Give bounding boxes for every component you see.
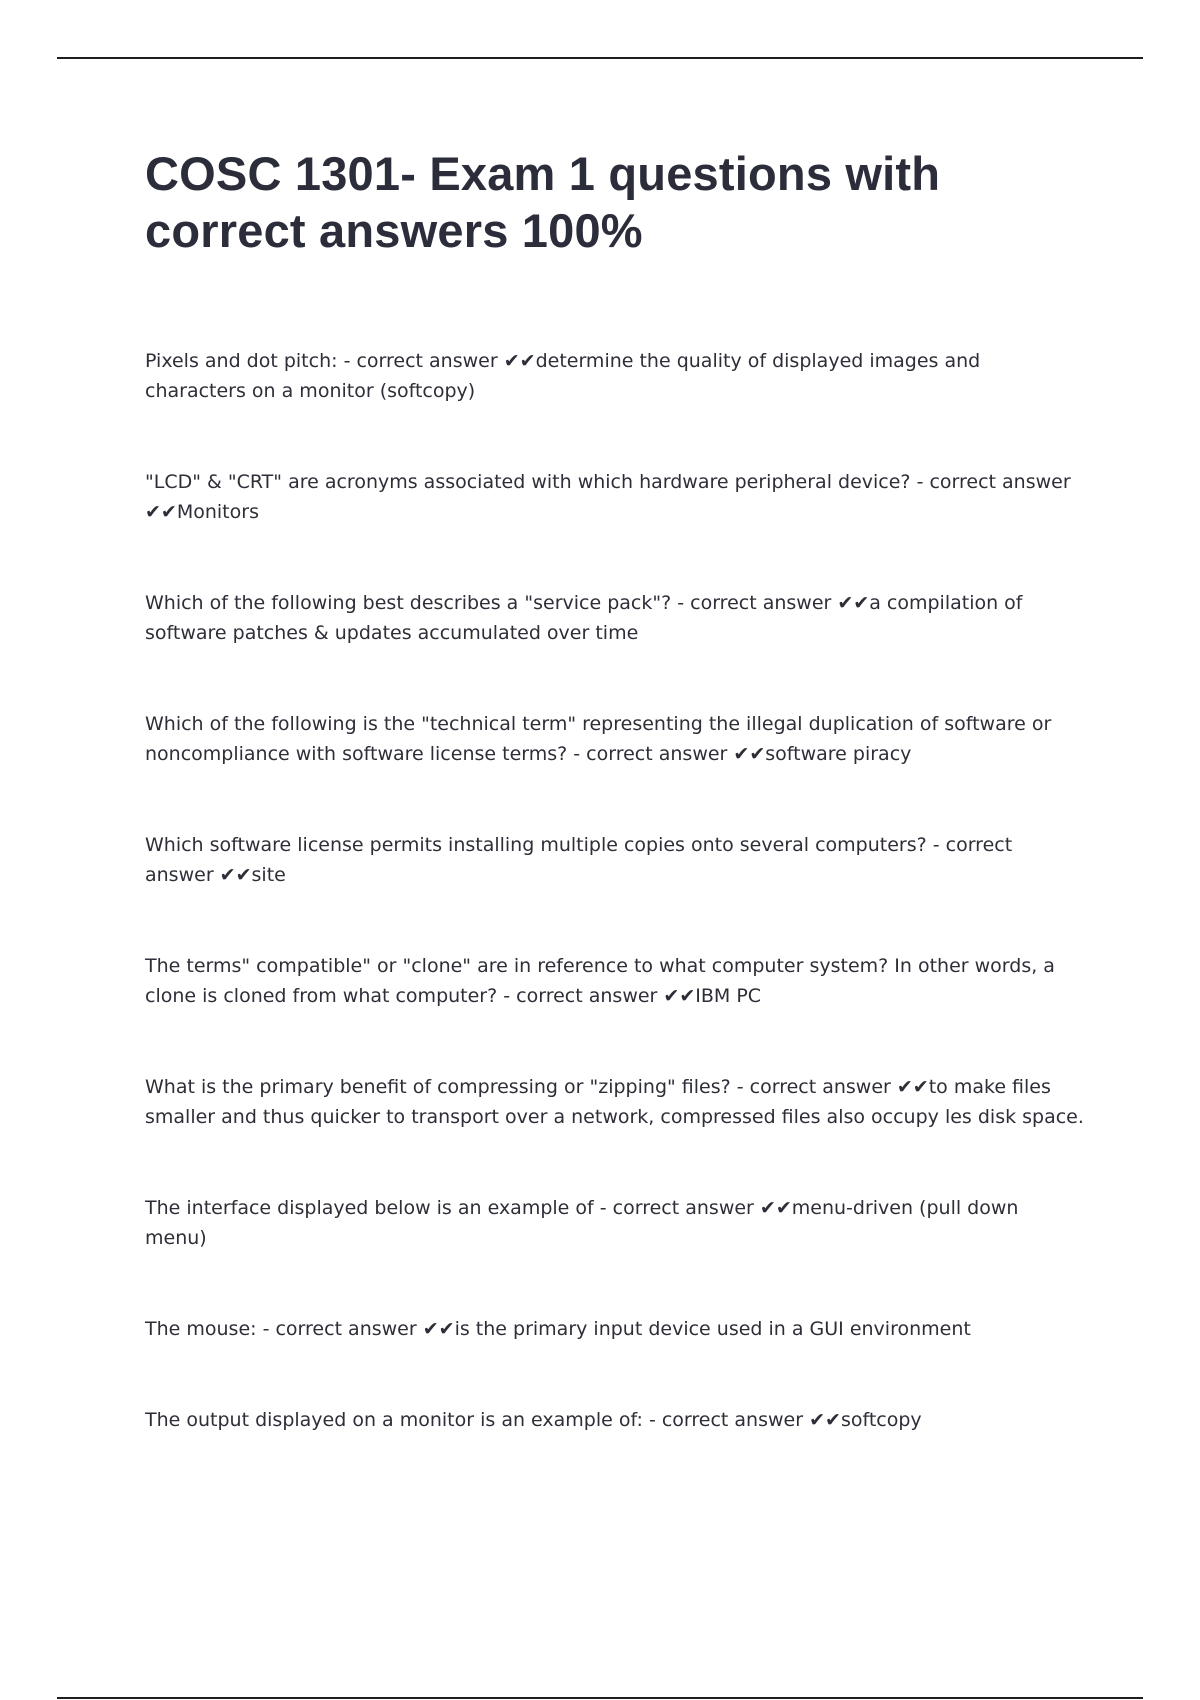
double-check-icon: ✔✔ xyxy=(219,864,252,886)
question-text: What is the primary benefit of compressing or "zipping" files? xyxy=(145,1076,731,1098)
question-text: Which software license permits installing multiple copies onto several computers? xyxy=(145,834,927,856)
answer-text: software piracy xyxy=(765,743,912,765)
qa-item xyxy=(145,1314,1085,1344)
double-check-icon: ✔✔ xyxy=(759,1197,792,1219)
answer-prefix: - correct answer xyxy=(573,743,728,765)
question-text: The mouse: xyxy=(145,1318,257,1340)
qa-item xyxy=(145,467,1085,527)
answer-prefix: - correct answer xyxy=(677,592,832,614)
footer-rule xyxy=(57,1697,1143,1699)
double-check-icon: ✔✔ xyxy=(503,350,536,372)
qa-item xyxy=(145,346,1085,406)
question-text: Pixels and dot pitch: xyxy=(145,350,338,372)
question-text: The output displayed on a monitor is an example of: xyxy=(145,1409,643,1431)
document-title: COSC 1301- Exam 1 questions with correct answers 100% xyxy=(145,147,941,257)
answer-prefix: - correct answer xyxy=(145,834,1013,886)
answer-prefix: - correct answer xyxy=(736,1076,891,1098)
double-check-icon: ✔✔ xyxy=(733,743,766,765)
double-check-icon: ✔✔ xyxy=(896,1076,929,1098)
qa-item xyxy=(145,830,1085,890)
answer-prefix: - correct answer xyxy=(599,1197,754,1219)
double-check-icon: ✔✔ xyxy=(663,985,696,1007)
qa-item xyxy=(145,709,1085,769)
answer-prefix: - correct answer xyxy=(343,350,498,372)
double-check-icon: ✔✔ xyxy=(837,592,870,614)
qa-list xyxy=(145,346,1085,1496)
answer-text: determine the quality of displayed images and characters on a monitor (softcopy) xyxy=(145,350,981,402)
question-text: Which of the following is the "technical term" representing the illegal duplication of software or noncompliance with software license terms? xyxy=(145,713,1052,765)
answer-prefix: - correct answer xyxy=(916,471,1071,493)
answer-prefix: - correct answer xyxy=(648,1409,804,1431)
header-rule xyxy=(57,57,1143,59)
answer-text: menu-driven (pull down menu) xyxy=(145,1197,1019,1249)
qa-item xyxy=(145,1193,1085,1253)
answer-text: Monitors xyxy=(176,501,259,523)
answer-prefix: - correct answer xyxy=(262,1318,417,1340)
qa-item xyxy=(145,1072,1085,1132)
answer-text: is the primary input device used in a GUI environment xyxy=(454,1318,971,1340)
qa-item xyxy=(145,951,1085,1011)
question-text: The terms" compatible" or "clone" are in reference to what computer system? In other words, a clone is cloned from what computer? xyxy=(145,955,1055,1007)
answer-text: softcopy xyxy=(840,1409,922,1431)
answer-text: to make files smaller and thus quicker to transport over a network, compressed files also occupy les disk space. xyxy=(145,1076,1084,1128)
question-text: The interface displayed below is an example of xyxy=(145,1197,594,1219)
answer-prefix: - correct answer xyxy=(503,985,658,1007)
double-check-icon: ✔✔ xyxy=(145,501,177,523)
question-text: Which of the following best describes a "service pack"? xyxy=(145,592,672,614)
qa-item xyxy=(145,588,1085,648)
answer-text: IBM PC xyxy=(695,985,762,1007)
double-check-icon: ✔✔ xyxy=(809,1409,841,1431)
double-check-icon: ✔✔ xyxy=(422,1318,455,1340)
question-text: "LCD" & "CRT" are acronyms associated with which hardware peripheral device? xyxy=(145,471,911,493)
answer-text: site xyxy=(251,864,286,886)
answer-text: a compilation of software patches & updates accumulated over time xyxy=(145,592,1023,644)
qa-item xyxy=(145,1405,1085,1435)
